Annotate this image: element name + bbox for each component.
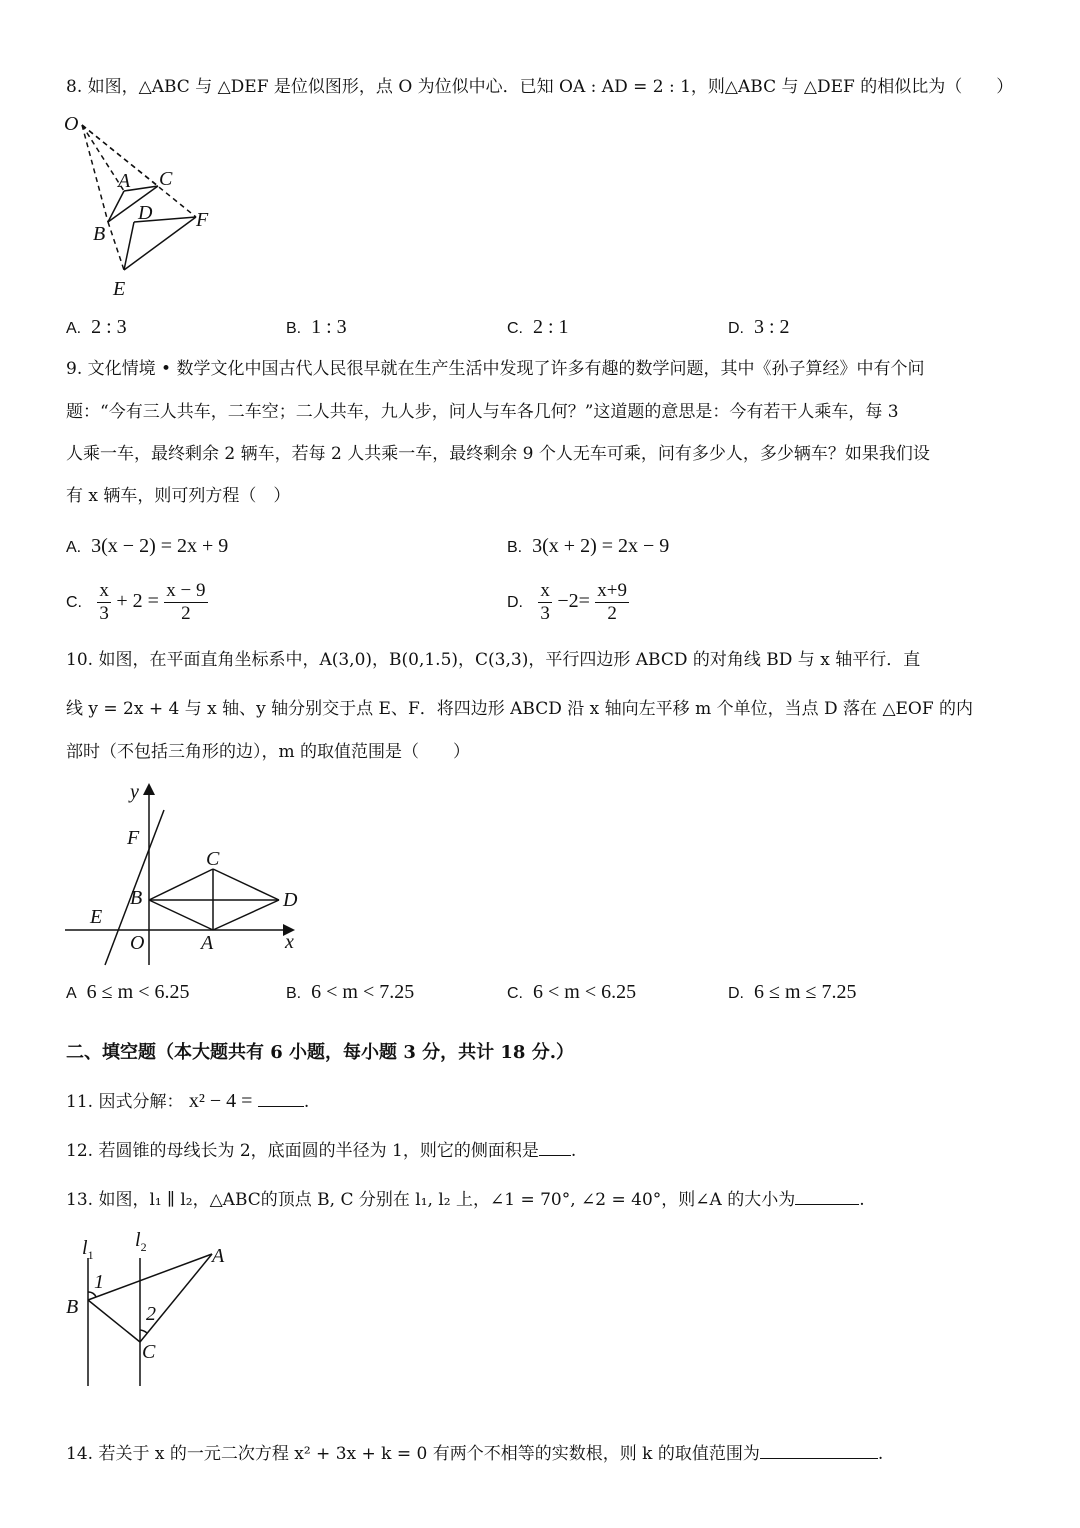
- answer-blank[interactable]: [258, 1090, 304, 1107]
- q8-figure: [60, 110, 230, 305]
- q10-label-c: C: [206, 848, 220, 870]
- q8-option-text: 1 : 3: [311, 316, 347, 338]
- q12-text: 12. 若圆锥的母线长为 2，底面圆的半径为 1，则它的侧面积是: [66, 1141, 539, 1161]
- q10-option-a[interactable]: [66, 981, 189, 1004]
- q13-label-a: A: [212, 1245, 225, 1267]
- q8-label-d: D: [138, 202, 153, 224]
- q13-text: 13. 如图，l₁ ∥ l₂，△ABC的顶点 B, C 分别在 l₁, l₂ 上，∠1 = 70°, ∠2 = 40°，则∠A 的大小为: [66, 1190, 796, 1210]
- q8-option-a[interactable]: [66, 316, 127, 339]
- q11-period: .: [303, 1092, 310, 1112]
- q8-option-b[interactable]: [286, 316, 347, 339]
- q10-option-d[interactable]: [728, 981, 857, 1004]
- q10-option-text: 6 ≤ m < 6.25: [86, 981, 190, 1003]
- q13-label-l1: [82, 1237, 94, 1262]
- denominator: 3: [540, 603, 550, 624]
- q10-label-o: O: [130, 932, 145, 954]
- q10-option-c[interactable]: [507, 981, 636, 1004]
- q10-label-e: E: [90, 906, 103, 928]
- q8-option-letter: C.: [507, 320, 523, 337]
- denominator: 3: [99, 603, 109, 624]
- q8-label-f: F: [196, 209, 209, 231]
- q10-line-1: 10. 如图，在平面直角坐标系中，A(3,0)，B(0,1.5)，C(3,3)，平行四边形 ABCD 的对角线 BD 与 x 轴平行．直: [66, 650, 921, 670]
- q10-option-letter: A: [66, 985, 77, 1002]
- fraction: [164, 580, 207, 625]
- q10-figure: [60, 780, 310, 970]
- q9-option-d[interactable]: [507, 580, 629, 625]
- q10-label-x: x: [285, 931, 294, 953]
- q8-option-letter: D.: [728, 320, 744, 337]
- q13-l1-letter: l: [82, 1237, 88, 1259]
- q13-l2-subscript: 2: [140, 1240, 147, 1254]
- q8-stem: 8. 如图，△ABC 与 △DEF 是位似图形，点 O 为位似中心．已知 OA : AD = 2 : 1，则△ABC 与 △DEF 的相似比为（ ）: [66, 77, 1014, 97]
- q10-label-f: F: [127, 827, 140, 849]
- q9-line-3: 人乘一车，最终剩余 2 辆车，若每 2 人共乘一车，最终剩余 9 个人无车可乘，问有多少人，多少辆车？如果我们设: [66, 444, 930, 464]
- q8-option-d[interactable]: [728, 316, 790, 339]
- q8-option-text: 2 : 1: [533, 316, 569, 338]
- numerator: x: [99, 580, 109, 601]
- q8-option-c[interactable]: [507, 316, 569, 339]
- q14-period: .: [877, 1444, 884, 1464]
- section-heading: 二、填空题（本大题共有 6 小题，每小题 3 分，共计 18 分.）: [66, 1042, 574, 1063]
- answer-blank[interactable]: [539, 1139, 571, 1156]
- q9-option-a[interactable]: [66, 535, 228, 558]
- q10-label-b: B: [130, 887, 143, 909]
- q11: [66, 1090, 309, 1113]
- q9-option-letter: D.: [507, 594, 523, 611]
- q13-l1-subscript: 1: [87, 1248, 94, 1262]
- q9-option-text: 3(x − 2) = 2x + 9: [91, 535, 229, 557]
- q11-expression: x² − 4 =: [188, 1090, 253, 1112]
- q9-option-c[interactable]: [66, 580, 208, 625]
- q11-prefix: 11. 因式分解：: [66, 1092, 184, 1112]
- q8-label-a: A: [118, 170, 131, 192]
- q10-option-letter: B.: [286, 985, 302, 1002]
- q13: [66, 1188, 865, 1211]
- answer-blank[interactable]: [760, 1442, 878, 1459]
- q10-label-a: A: [201, 932, 214, 954]
- q10-line-2: 线 y = 2x + 4 与 x 轴、y 轴分别交于点 E、F．将四边形 ABCD 沿 x 轴向左平移 m 个单位，当点 D 落在 △EOF 的内: [66, 699, 974, 719]
- q13-label-c: C: [142, 1341, 156, 1363]
- q8-label-c: C: [159, 168, 173, 190]
- fraction: [538, 580, 552, 625]
- q10-label-y: y: [130, 781, 139, 803]
- q13-label-angle-1: 1: [94, 1271, 104, 1293]
- numerator: x − 9: [166, 580, 206, 601]
- numerator: x: [540, 580, 550, 601]
- q9-option-text: 3(x + 2) = 2x − 9: [532, 535, 670, 557]
- q9-option-b[interactable]: [507, 535, 669, 558]
- q10-label-d: D: [283, 889, 298, 911]
- q8-label-b: B: [93, 223, 106, 245]
- q9-option-letter: B.: [507, 539, 523, 556]
- q10-option-letter: D.: [728, 985, 744, 1002]
- q9-option-letter: A.: [66, 539, 82, 556]
- q8-option-text: 3 : 2: [754, 316, 790, 338]
- q10-option-text: 6 < m < 6.25: [533, 981, 637, 1003]
- q9-option-mid: + 2 =: [116, 590, 159, 612]
- q10-option-letter: C.: [507, 985, 523, 1002]
- q9-line-2: 题：“今有三人共车，二车空；二人共车，九人步，问人与车各几何？”这道题的意思是：今有若干人乘车，每 3: [66, 402, 899, 422]
- q13-label-b: B: [66, 1296, 79, 1318]
- q14: [66, 1442, 883, 1465]
- q13-figure: [60, 1230, 240, 1390]
- numerator: x+9: [597, 580, 627, 601]
- q8-option-text: 2 : 3: [91, 316, 127, 338]
- q13-l2-letter: l: [135, 1229, 141, 1251]
- q10-option-b[interactable]: [286, 981, 414, 1004]
- q10-option-text: 6 ≤ m ≤ 7.25: [754, 981, 857, 1003]
- q9-option-letter: C.: [66, 594, 82, 611]
- fraction: [595, 580, 629, 625]
- q12-period: .: [570, 1141, 577, 1161]
- q9-line-4: 有 x 辆车，则可列方程（ ）: [66, 486, 291, 506]
- q8-option-letter: B.: [286, 320, 302, 337]
- q10-line-3: 部时（不包括三角形的边），m 的取值范围是（ ）: [66, 742, 471, 762]
- q12: [66, 1139, 576, 1162]
- q14-text: 14. 若关于 x 的一元二次方程 x² + 3x + k = 0 有两个不相等的实数根，则 k 的取值范围为: [66, 1444, 760, 1464]
- q13-period: .: [859, 1190, 865, 1210]
- denominator: 2: [607, 603, 617, 624]
- q13-label-l2: [135, 1229, 147, 1254]
- q8-label-o: O: [64, 113, 79, 135]
- fraction: [97, 580, 111, 625]
- q9-line-1: 9. 文化情境 • 数学文化中国古代人民很早就在生产生活中发现了许多有趣的数学问题，其中《孙子算经》中有个问: [66, 359, 925, 379]
- q8-option-letter: A.: [66, 320, 82, 337]
- q13-label-angle-2: 2: [146, 1303, 156, 1325]
- denominator: 2: [181, 603, 191, 624]
- q10-option-text: 6 < m < 7.25: [311, 981, 415, 1003]
- answer-blank[interactable]: [795, 1188, 859, 1205]
- q8-label-e: E: [113, 278, 126, 300]
- q9-option-mid: −2=: [557, 590, 590, 612]
